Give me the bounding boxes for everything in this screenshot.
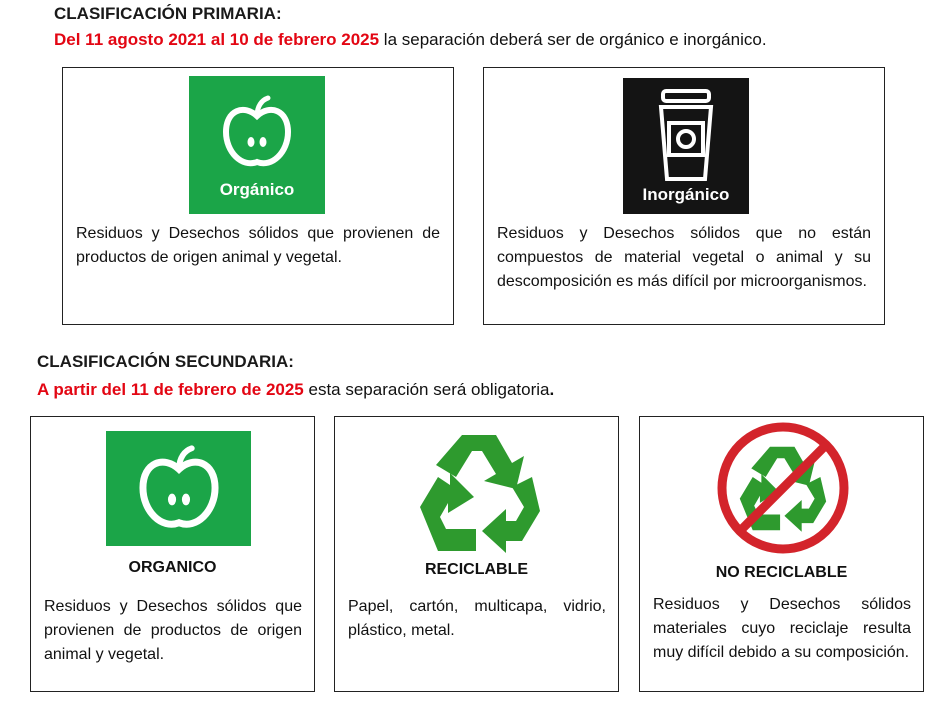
apple-icon xyxy=(129,439,229,539)
apple-icon xyxy=(214,90,300,176)
organico-description: Residuos y Desechos sólidos que provienen de productos de origen animal y vegetal. xyxy=(76,225,440,266)
primary-subtitle xyxy=(54,30,767,50)
card-organico-secondary xyxy=(30,416,315,692)
inorganico-caption: Inorgánico xyxy=(642,185,730,204)
inorganico-logo xyxy=(623,78,749,214)
card-organico-primary xyxy=(62,67,454,325)
no-reciclable-label: NO RECICLABLE xyxy=(715,564,848,581)
reciclable-label: RECICLABLE xyxy=(424,561,529,578)
primary-date-range: Del 11 agosto 2021 al 10 de febrero 2025 xyxy=(54,30,380,49)
inorganico-description: Residuos y Desechos sólidos que no están compuestos de material vegetal o animal y su descomposición es más difícil por microorganismos. xyxy=(497,225,871,290)
organico-secondary-logo xyxy=(106,431,251,546)
secondary-date-range: A partir del 11 de febrero de 2025 xyxy=(37,380,304,399)
organico-secondary-label: ORGANICO xyxy=(128,559,217,576)
card-no-reciclable xyxy=(639,416,924,692)
card-inorganico-primary xyxy=(483,67,885,325)
cup-icon xyxy=(655,87,717,183)
no-recycle-icon xyxy=(714,419,852,557)
organico-secondary-description: Residuos y Desechos sólidos que provienen de productos de origen animal y vegetal. xyxy=(44,598,302,663)
secondary-subtitle-period: . xyxy=(549,380,555,399)
organico-caption: Orgánico xyxy=(219,180,295,199)
secondary-subtitle-rest: esta separación será obligatoria xyxy=(303,380,550,399)
secondary-subtitle xyxy=(37,380,554,400)
reciclable-description: Papel, cartón, multicapa, vidrio, plástico, metal. xyxy=(348,598,606,639)
secondary-title: CLASIFICACIÓN SECUNDARIA: xyxy=(37,352,294,371)
organico-logo xyxy=(189,76,325,214)
recycle-icon xyxy=(412,427,546,555)
primary-title: CLASIFICACIÓN PRIMARIA: xyxy=(54,4,282,23)
card-reciclable xyxy=(334,416,619,692)
no-reciclable-description: Residuos y Desechos sólidos materiales cuyo reciclaje resulta muy difícil debido a su composición. xyxy=(653,596,911,661)
primary-subtitle-rest: la separación deberá ser de orgánico e inorgánico. xyxy=(379,30,767,49)
